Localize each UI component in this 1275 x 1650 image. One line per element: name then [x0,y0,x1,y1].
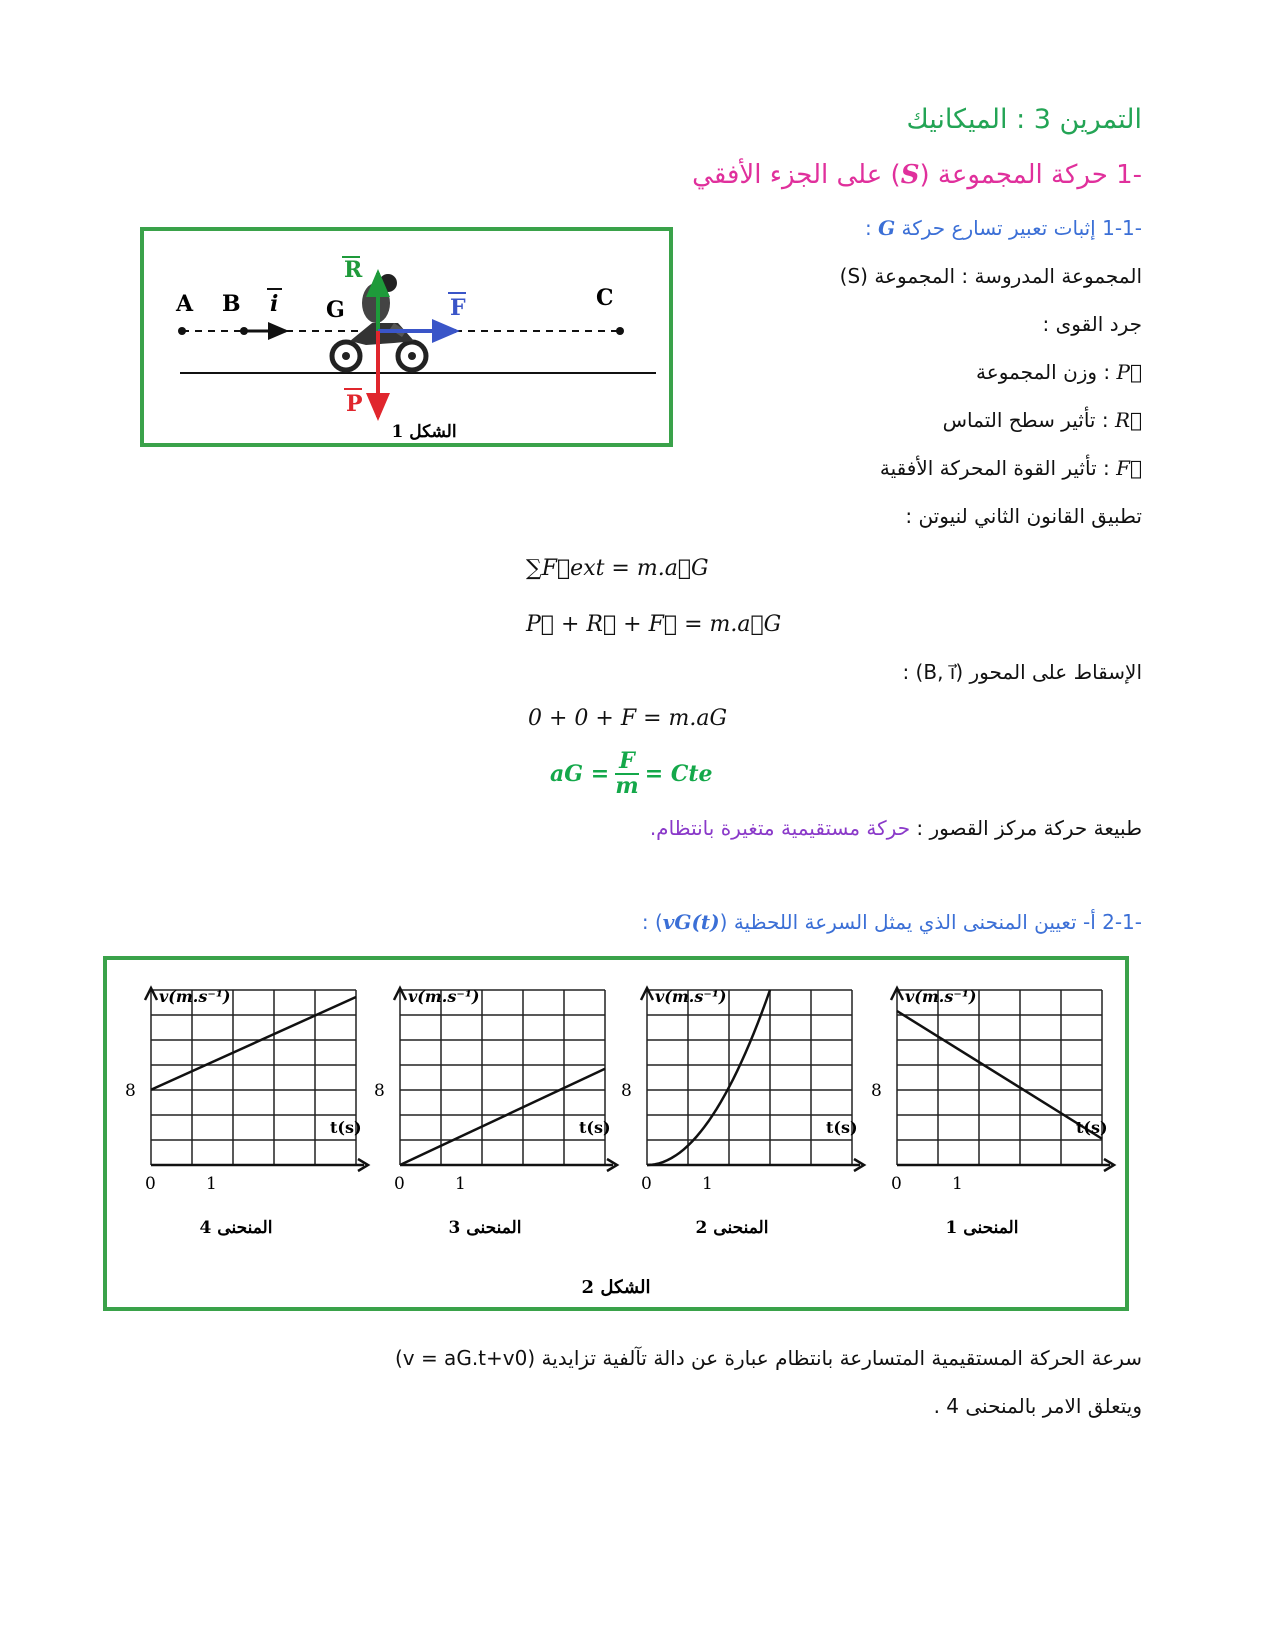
equation-forces-sum: P⃗ + R⃗ + F⃗ = m.a⃗G [526,612,782,637]
force-f-text: : تأثير القوة المحركة الأفقية [879,456,1110,480]
subsection-text: -2-1 أ- تعيين المنحنى الذي يمثل السرعة اللحظية [733,910,1142,934]
figure-1-caption: الشكل 1 [391,422,457,442]
subsection-colon: : [864,216,872,240]
equation-projection: 0 + 0 + F = m.aG [528,706,728,731]
section1-title [692,160,1142,190]
equation-sum-forces: ∑F⃗ext = m.a⃗G [526,556,709,581]
force-f-symbol: F⃗ [1116,456,1142,480]
point-a-label: A [176,291,194,317]
figure-2-frame [103,956,1129,1311]
point-c-label: C [596,285,614,311]
graph-curve-4 [125,987,368,1238]
nature-value: حركة مستقيمية متغيرة بانتظام. [649,816,911,840]
x-tick-label: 0 [145,1174,156,1194]
curve-2-line [647,990,770,1165]
force-p-text: : وزن المجموعة [976,360,1111,384]
equation-acceleration [550,750,713,798]
x-tick-label: 1 [206,1174,217,1194]
y-tick-label: 8 [621,1080,632,1101]
forces-label: جرد القوى : [1042,312,1142,336]
point-a-dot [178,327,186,335]
point-b-label: B [222,291,241,317]
projection-line: الإسقاط على المحور (B, i⃗) : [902,660,1142,684]
curve-4-caption: المنحنى 4 [199,1218,273,1238]
x-axis-label: t(s) [579,1118,611,1137]
eq4-numerator: F [615,750,639,775]
force-r-symbol: R⃗ [1114,408,1142,432]
curve-1-caption: المنحنى 1 [945,1218,1019,1238]
nature-line [650,816,1142,840]
curve-2-caption: المنحنى 2 [695,1218,769,1238]
unit-vector-label: i [270,291,279,317]
curve-3-line [400,1069,605,1165]
system-line: المجموعة المدروسة : المجموعة (S) [839,264,1142,288]
subsection-var: G [878,216,896,240]
x-axis-label: t(s) [1076,1118,1108,1137]
section1-var: S [900,160,920,190]
point-g-label: G [326,297,345,323]
force-p-line [976,360,1142,384]
eq4-denominator: m [615,773,639,800]
figure-2-caption: الشكل 2 [581,1277,651,1298]
y-tick-label: 8 [871,1080,882,1101]
x-tick-label: 1 [952,1174,963,1194]
graph-curve-1 [871,987,1114,1238]
force-p-label: P [346,391,363,417]
force-f-line [880,456,1142,480]
curve-1-line [897,1011,1102,1139]
y-axis-label: v(m.s⁻¹) [408,987,480,1006]
x-axis-label: t(s) [826,1118,858,1137]
y-tick-label: 8 [125,1080,136,1101]
newton-line: تطبيق القانون الثاني لنيوتن : [905,504,1142,528]
conclusion-line-2: ويتعلق الامر بالمنحنى 4 . [933,1394,1142,1418]
subsection-text: -1-1 إثبات تعبير تسارع حركة [901,216,1142,240]
y-axis-label: v(m.s⁻¹) [655,987,727,1006]
force-r-text: : تأثير سطح التماس [942,408,1109,432]
subsection-colon: : [641,910,649,934]
x-tick-label: 0 [891,1174,902,1194]
figure-1-frame [140,227,673,447]
eq4-lhs: aG = [550,761,610,788]
x-tick-label: 1 [702,1174,713,1194]
x-tick-label: 0 [394,1174,405,1194]
curve-3-caption: المنحنى 3 [448,1218,522,1238]
subsection-1-1-title [865,216,1142,240]
point-c-dot [616,327,624,335]
conclusion-line-1: سرعة الحركة المستقيمية المتسارعة بانتظام عبارة عن دالة تآلفية تزايدية (v = aG.t+v0) [394,1346,1142,1370]
graph-curve-2 [621,987,864,1238]
exercise-title: التمرين 3 : الميكانيك [906,104,1142,135]
figure-1-diagram [144,231,669,443]
y-axis-label: v(m.s⁻¹) [905,987,977,1006]
section1-title-part: ) على الجزء الأفقي [692,160,901,190]
subsection-2-1-title: -2-1 أ- تعيين المنحنى الذي يمثل السرعة اللحظية (vG(t)) : [641,910,1142,934]
force-r-label: R [344,257,363,283]
eq4-rhs: = Cte [644,761,713,788]
section1-title-part: -1 حركة المجموعة ( [919,160,1142,190]
x-tick-label: 1 [455,1174,466,1194]
subsection-var: vG(t) [662,910,720,934]
nature-label: طبيعة حركة مركز القصور : [916,816,1142,840]
force-f-label: F [450,295,466,321]
curve-4-line [151,997,356,1090]
y-tick-label: 8 [374,1080,385,1101]
force-p-symbol: P⃗ [1116,360,1142,384]
graph-curve-3 [374,987,617,1238]
force-r-line [943,408,1142,432]
figure-2-graphs [107,960,1125,1307]
y-axis-label: v(m.s⁻¹) [159,987,231,1006]
eq4-fraction [615,750,639,798]
x-tick-label: 0 [641,1174,652,1194]
x-axis-label: t(s) [330,1118,362,1137]
